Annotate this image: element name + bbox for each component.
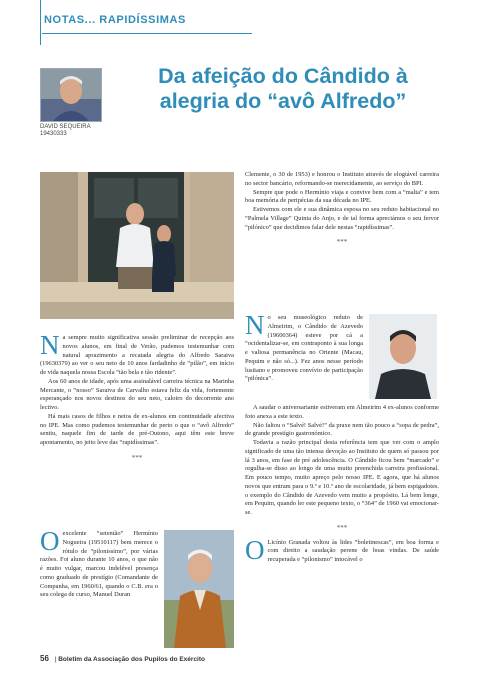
paragraph: Há mais casos de filhos e netos de ex-alunos em continuidade afectiva no IPE. Mas como pudemos testemunhar de perto o que o “avô Alfredo” sentiu, naquele fim de tarde de pré-Outono, aqui têm este breve apontamento, no jeito leve das “rapidíssimas”. (40, 412, 234, 446)
section-separator: *** (131, 453, 143, 462)
left-column-article-1 (40, 330, 234, 469)
author-byline (40, 124, 91, 138)
right-column-article-1-cont (245, 171, 439, 253)
section-tag: NOTAS... RAPIDÍSSIMAS (44, 14, 186, 26)
dropcap: N (245, 310, 265, 340)
paragraph: Estivemos com ele e sua dinâmica esposa no seu reduto habitacional no “Palmela Village” Quinta do Anjo, e de tal forma apreciámos o seu fervor “pilónico” que decidimos falar dele nestas “rapidíssimas”. (245, 206, 439, 231)
publication-name: Boletim da Associação dos Pupilos do Exército (58, 656, 206, 663)
footer-separator: | (54, 656, 57, 663)
paragraph: Sempre que pode o Hermínio viaja e convive bem com a “malta” e tem boa memória de peripécias da sua década no IPE. (245, 188, 439, 205)
author-name: DAVID SEQUEIRA (40, 124, 91, 130)
dropcap: O (40, 526, 60, 556)
header-vertical-rule (40, 0, 41, 45)
right-column-article-2-body (245, 404, 439, 565)
paragraph: a sempre muito significativa sessão preliminar de recepção aos novos alunos, em final de Verão, pudemos testemunhar com natural aprazimento a recatada alegria do Alfredo Saraiva (19630379) ao ver o seu neto de 10 anos fardadinho de “pilão”, em início de vida naquela nossa Escola “tão bela e tão ridente”. (40, 334, 234, 376)
photo-herminio-nogueira (164, 530, 234, 648)
paragraph: excelente “setentão” Hermínio Nogueira (19510117) bem merece o rótulo de “pilonissimo”, por várias razões. Foi aluno durante 10 anos, o que não é muito vulgar, marcou indelével presença como graduado de prestígio (Comandante de Companha, em 1960/61, quando o C.B. era o seu colega de curso, Manuel Duran (40, 530, 158, 599)
author-photo (40, 68, 102, 122)
photo-candido-azevedo (369, 314, 437, 399)
article-title: Da afeição do Cândido à alegria do “avô Alfredo” (158, 64, 408, 113)
left-column-article-2 (40, 526, 158, 600)
dropcap: O (245, 534, 265, 565)
page-footer (40, 654, 205, 663)
paragraph: Todavia a razão principal desta referência tem que ver com o amplo significado de uma tão intensa devoção ao Instituto de quem só passou por lá 3 anos, em fase de pré adolescência. O Cândido ficou bem “marcado” e orgulha-se disso ao longo de uma muito preenchida carreira profissional. Em pouco tempo, muito apreço pelo nosso IPE. E agora, que há alunos novos que entram para o 9.º e 10.º ano de escolaridade, já bem espigadotes. o exemplo do Cândido de Azevedo vem muito a propósito. Lá bem longe, em Pequim, quando ler este pequeno texto, o “364” de 1960 vai emocionar-se. (245, 439, 439, 516)
paragraph: Licínio Granada voltou às lides “boletinescas”, em boa forma e com direito a saudação perene de boas vindas. De saúde recuperada e “pilonismo” intocável o (267, 538, 439, 563)
dropcap: N (40, 330, 60, 360)
section-separator: *** (336, 238, 348, 247)
photo-grandfather-grandson (40, 172, 234, 319)
section-separator: *** (336, 523, 348, 532)
header-rule (42, 33, 252, 34)
right-column-article-2-intro (245, 310, 363, 384)
paragraph: Não faltou o “Salvé! Salvé!” da praxe nem tão pouco a “sopa de pedra”, de grande prestígio gastronómico. (245, 421, 439, 438)
paragraph: Aos 60 anos de idade, após uma assinalável carreira técnica na Marinha Mercante, o “nosso” Saraiva de Carvalho estava feliz da vida, fortemente esperançado nos novos destinos do seu neto, caloiro do decorrente ano lectivo. (40, 377, 234, 411)
author-code: 19430333 (40, 131, 67, 137)
paragraph: o seu museológico reduto de Almeirim, o Cândido de Azevedo (19600364) esteve por cá a “ocidentalizar-se, em contraponto à sua longa e valiosa permanência no Oriente (Macau, Pequim e não só...). Fez anos nesse período lusitano e promoveu convívio de participação “pilónica”. (245, 314, 363, 383)
paragraph: A saudar o aniversariante estiveram em Almeirim 4 ex-alunos conforme foto anexa a este texto. (245, 404, 439, 420)
page-number: 56 (40, 654, 49, 663)
paragraph: Clemente, o 30 de 1953) e honrou o Instituto através de elogiável carreira no sector bancário, reformando-se merecidamente, ao serviço do BPI. (245, 171, 439, 187)
